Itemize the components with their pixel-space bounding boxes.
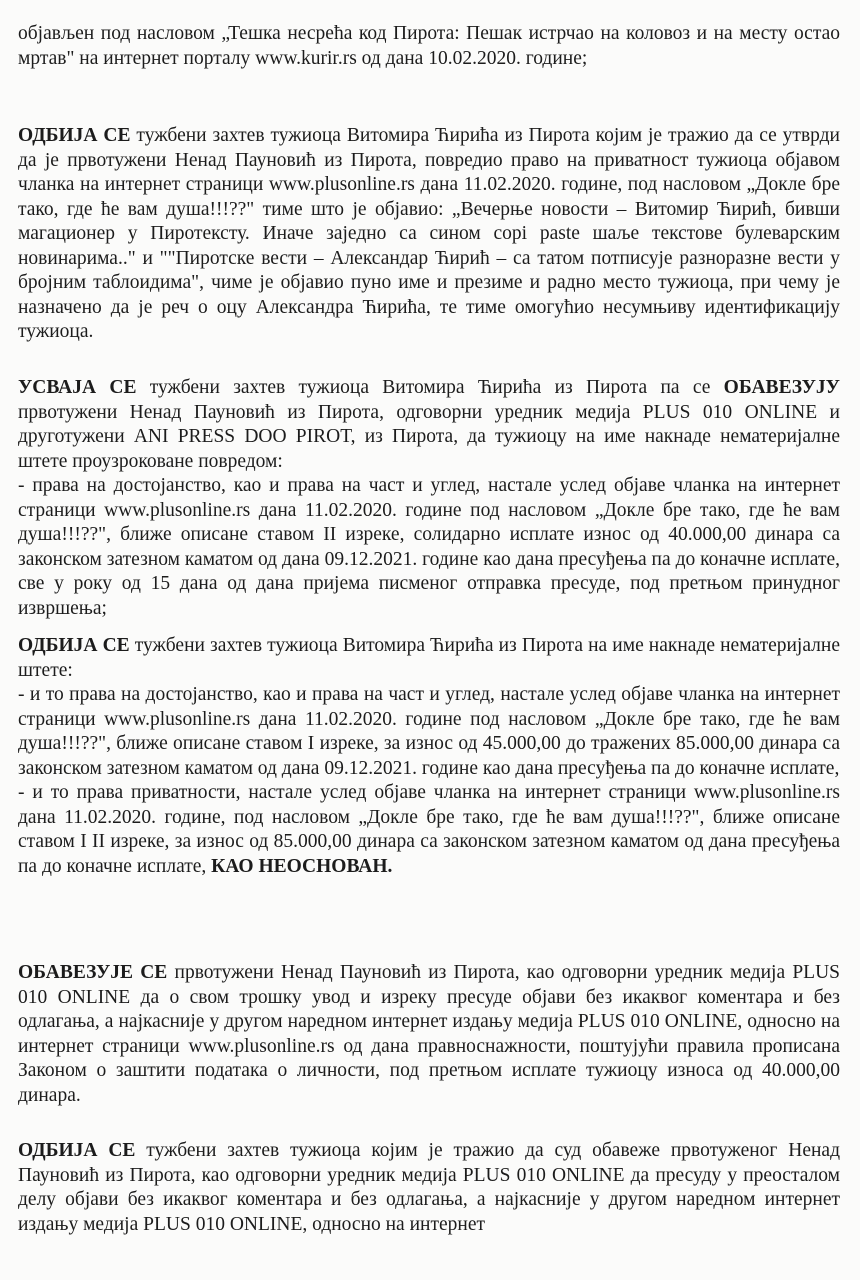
paragraph-text: тужбени захтев тужиоца Витомира Ћирића из Пирота на име накнаде нематеријалне штете: [18, 635, 840, 681]
list-item: - права на достојанство, као и права на част и углед, настале услед објаве чланка на интернет страници www.plusonline.rs дана 11.02.2020. године под насловом „Докле бре тако, где ће вам душа!!!??", ближе описане ставом II изреке, солидарно исплате износ од 40.000,00 динара са законском затезном каматом од дана 09.12.2021. године као дана пресуђења па до коначне исплате, све у року од 15 дана од дана пријема писменог отправка пресуде, под претњом принудног извршења; [18, 475, 840, 619]
list-item: - и то права приватности, настале услед објаве чланка на интернет страници www.plusonline.rs дана 11.02.2020. године, под насловом „Докле бре тако, где ће вам душа!!!??", ближе описане ставом I II изреке, за износ од 85.000,00 динара са законском затезном каматом од дана пресуђења па до коначне исплате, [18, 782, 840, 877]
paragraph-text: објављен под насловом „Тешка несрећа код Пирота: Пешак истрчао на коловоз и на месту остао мртав" на интернет порталу www.kurir.rs од дана 10.02.2020. године; [18, 23, 840, 69]
verdict-keyword: ОДБИЈА СЕ [18, 125, 131, 146]
paragraph-obliges-publication [18, 961, 840, 1108]
paragraph-text: првотужени Ненад Пауновић из Пирота, као одговорни уредник медија PLUS 010 ONLINE да о свом трошку увод и изреку пресуде објави без икаквог коментара и без одлагања, а најкасније у другом наредном интернет издању медија PLUS 010 ONLINE, односно на интернет страници www.plusonline.rs од дана правноснажности, поштујући правила прописана Законом о заштити података о личности, под претњом исплате тужиоцу износа од 40.000,00 динара. [18, 962, 840, 1106]
verdict-keyword: ОДБИЈА СЕ [18, 635, 130, 656]
paragraph-text: тужбени захтев тужиоца Витомира Ћирића из Пирота па се [136, 377, 724, 398]
paragraph-accepts-claim [18, 376, 840, 621]
paragraph-article-reference [18, 22, 840, 71]
unfounded-keyword: КАО НЕОСНОВАН. [211, 855, 393, 877]
list-item: - и то права на достојанство, као и права на част и углед, настале услед објаве чланка на интернет страници www.plusonline.rs дана 11.02.2020. године под насловом „Докле бре тако, где ће вам душа!!!??", ближе описане ставом I изреке, за износ од 45.000,00 до тражених 85.000,00 динара са законском затезном каматом од дана 09.12.2021. године као дана пресуђења па до коначне исплате, [18, 684, 840, 779]
verdict-keyword: УСВАЈА СЕ [18, 377, 137, 398]
paragraph-text: тужбени захтев тужиоца Витомира Ћирића из Пирота којим је тражио да се утврди да је првотужени Ненад Пауновић из Пирота, повредио право на приватност тужиоца објавом чланка на интернет страници www.plusonline.rs дана 11.02.2020. године, под насловом „Докле бре тако, где ће вам душа!!!??" тиме што је објавио: „Вечерње новости – Витомир Ћирић, бивши магационер у Пиротексту. Иначе заједно са сином copi paste шаље текстове булеварским новинарима.." и ""Пиротске вести – Александар Ћирић – са татом потписује разноразне вести у бројним таблоидима", чиме је објавио пуно име и презиме и радно место тужиоца, при чему је назначено да је реч о оцу Александра Ћирића, те тиме омогућио несумњиву идентификацију тужиоца. [18, 125, 840, 342]
paragraph-rejects-damages-claim [18, 634, 840, 879]
paragraph-text: првотужени Ненад Пауновић из Пирота, одговорни уредник медија PLUS 010 ONLINE и друготужени ANI PRESS DOO PIROT, из Пирота, да тужиоцу на име накнаде нематеријалне штете проузроковане повредом: [18, 401, 840, 472]
paragraph-rejects-privacy-claim [18, 124, 840, 345]
paragraph-rejects-publication-claim [18, 1139, 840, 1237]
paragraph-text: тужбени захтев тужиоца којим је тражио да суд обавеже првотуженог Ненад Пауновић из Пирота, као одговорни уредник медија PLUS 010 ONLINE да пресуду у преосталом делу објави без икаквог коментара и без одлагања, а најкасније у другом наредном интернет издању медија PLUS 010 ONLINE, односно на интернет [18, 1140, 840, 1235]
verdict-keyword: ОДБИЈА СЕ [18, 1140, 136, 1161]
verdict-keyword: ОБАВЕЗУЈЕ СЕ [18, 962, 168, 983]
obligation-keyword: ОБАВЕЗУЈУ [723, 377, 840, 398]
